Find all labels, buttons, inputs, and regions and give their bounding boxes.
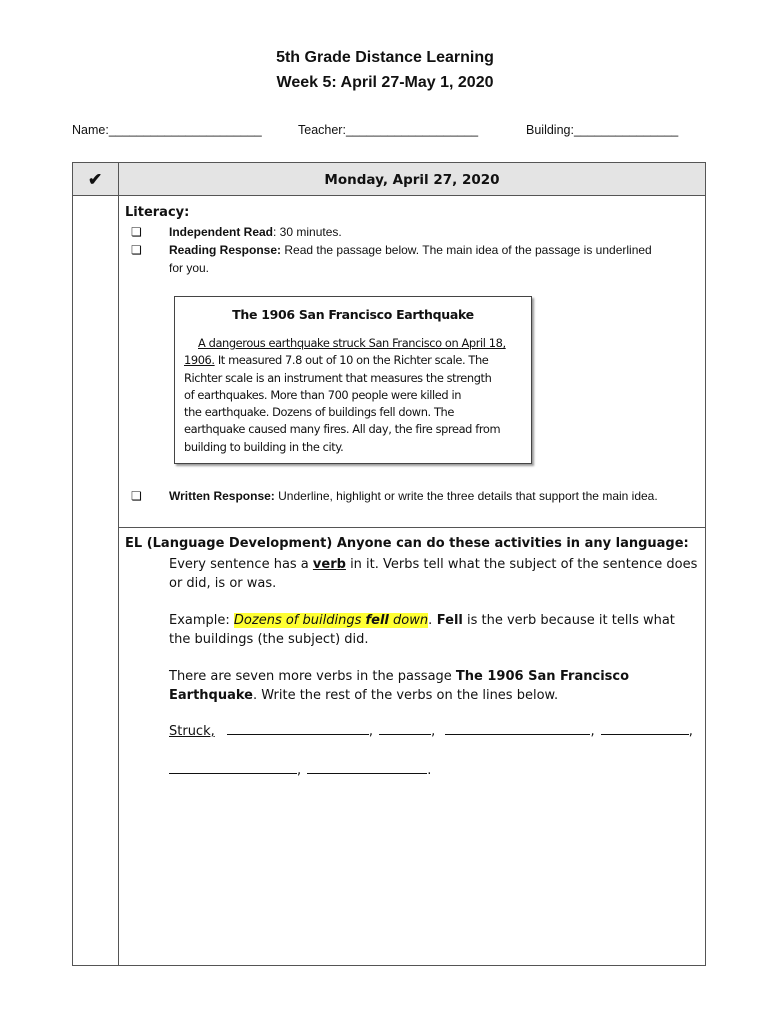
el-paragraph-instructions: [169, 667, 699, 705]
name-field[interactable]: Name:______________________: [72, 123, 262, 137]
passage-line: the earthquake. Dozens of buildings fell down. The: [184, 405, 454, 420]
el-text: ,: [590, 724, 595, 739]
table-header-row: [73, 163, 705, 196]
el-text: There are seven more verbs in the passage: [169, 669, 456, 684]
el-text: Example:: [169, 613, 234, 628]
checkmark-icon: ✔: [88, 170, 103, 189]
answer-blank[interactable]: [169, 760, 297, 774]
el-text: Every sentence has a: [169, 557, 313, 572]
passage-line: building to building in the city.: [184, 439, 344, 454]
assignment-table: [72, 162, 706, 966]
checkbox-icon[interactable]: ❏: [131, 225, 142, 239]
item-label: Written Response:: [169, 489, 275, 503]
struck-answer: Struck,: [169, 724, 215, 739]
answer-blank[interactable]: [227, 721, 369, 735]
answer-blank[interactable]: [445, 721, 590, 735]
highlighted-example: Dozens of buildings fell down: [233, 613, 429, 628]
answer-line-row-1: [169, 721, 699, 741]
el-text: ,: [431, 724, 436, 739]
page-subtitle: Week 5: April 27-May 1, 2020: [276, 74, 494, 91]
el-text: ,: [297, 763, 302, 778]
passage-line: Richter scale is an instrument that measures the strength: [184, 370, 492, 385]
item-text: Read the passage below. The main idea of the passage is underlined for you.: [169, 243, 652, 275]
passage-line: earthquake caused many fires. All day, the fire spread from: [184, 422, 501, 437]
literacy-heading: Literacy:: [125, 205, 190, 220]
passage-title-ref: The 1906 San Francisco Earthquake: [169, 669, 630, 703]
row-divider: [119, 527, 705, 528]
el-text: .: [428, 613, 433, 628]
answer-blank[interactable]: [379, 721, 431, 735]
column-divider: [118, 163, 119, 965]
verb-word: verb: [312, 557, 346, 572]
passage-box: [174, 296, 532, 464]
el-text: is the verb because it tells what the buildings (the subject) did.: [169, 613, 675, 647]
checkbox-icon[interactable]: ❏: [131, 489, 142, 503]
checkbox-icon[interactable]: ❏: [131, 243, 142, 257]
fell-word: Fell: [432, 613, 463, 628]
passage-line: [184, 352, 526, 369]
passage-title: The 1906 San Francisco Earthquake: [232, 307, 474, 322]
item-label: Independent Read: [169, 225, 274, 239]
item-text: Underline, highlight or write the three details that support the main idea.: [274, 489, 658, 503]
item-text: : 30 minutes.: [273, 225, 342, 239]
answer-blank[interactable]: [601, 721, 689, 735]
teacher-field[interactable]: Teacher:___________________: [298, 123, 479, 137]
el-text: ,: [688, 724, 693, 739]
el-paragraph-verb: [169, 555, 699, 593]
answer-blank[interactable]: [307, 760, 427, 774]
day-title: Monday, April 27, 2020: [324, 172, 500, 188]
page-title: 5th Grade Distance Learning: [276, 49, 494, 66]
passage-text: It measured 7.8 out of 10 on the Richter scale. The: [214, 353, 489, 368]
el-section: [125, 536, 705, 778]
el-text: ,: [368, 724, 374, 739]
item-label: Reading Response:: [169, 243, 282, 257]
el-text: .: [427, 763, 432, 778]
passage-line: of earthquakes. More than 700 people were killed in: [184, 387, 462, 402]
answer-line-row-2: [169, 760, 699, 780]
passage-body: [184, 335, 526, 456]
passage-line: A dangerous earthquake struck San Francisco on April 18,: [198, 336, 506, 350]
passage-underlined-text: 1906.: [184, 353, 215, 368]
el-paragraph-example: [169, 611, 699, 649]
el-text: in it. Verbs tell what the subject of the sentence does or did, is or was.: [169, 557, 698, 591]
el-heading: EL (Language Development) Anyone can do these activities in any language:: [125, 536, 689, 551]
el-text: . Write the rest of the verbs on the lines below.: [252, 688, 559, 703]
building-field[interactable]: Building:_______________: [526, 123, 679, 137]
